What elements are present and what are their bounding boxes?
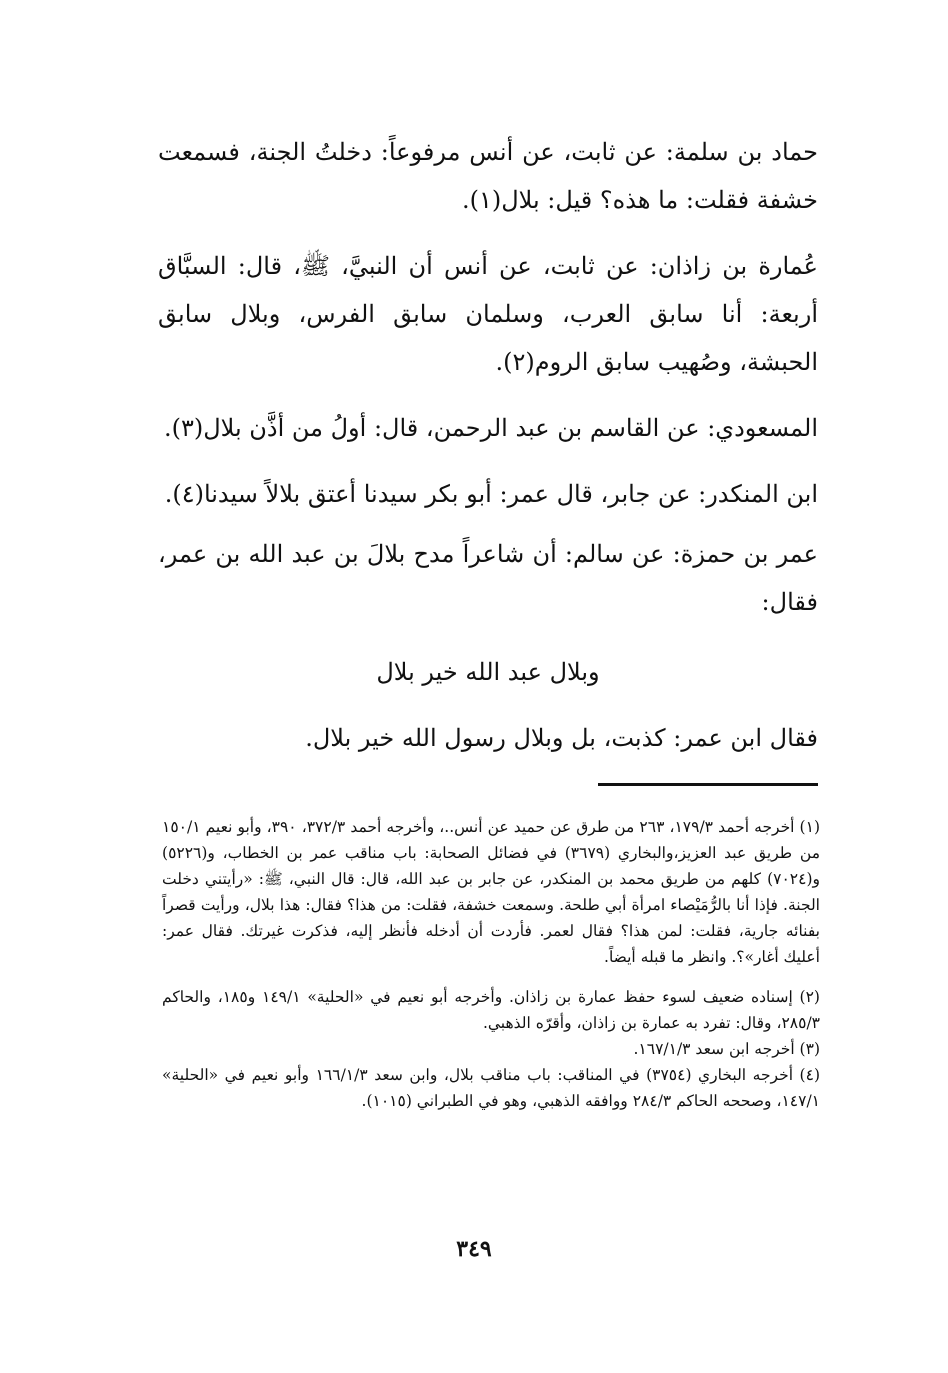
footnote-3: (٣) أخرجه ابن سعد ١٦٧/١/٣.	[633, 1040, 820, 1058]
paragraph-4: ابن المنكدر: عن جابر، قال عمر: أبو بكر سيدنا أعتق بلالاً سيدنا(٤).	[164, 480, 818, 508]
closing-paragraph: فقال ابن عمر: كذبت، بل وبلال رسول الله خير بلال.	[305, 724, 818, 752]
paragraph-3: المسعودي: عن القاسم بن عبد الرحمن، قال: أولُ من أذَّن بلال(٣).	[163, 414, 818, 442]
footnotes	[162, 814, 820, 1114]
footnote-4: (٤) أخرجه البخاري (٣٧٥٤) في المناقب: باب مناقب بلال، وابن سعد ١٦٦/١/٣ وأبو نعيم في «الحلية» ١٤٧/١، وصححه الحاكم ٢٨٤/٣ ووافقه الذهبي، وهو في الطبراني (١٠١٥).	[162, 1066, 820, 1110]
main-text	[158, 128, 818, 780]
footnote-2: (٢) إسناده ضعيف لسوء حفظ عمارة بن زاذان. وأخرجه أبو نعيم في «الحلية» ١٤٩/١ و١٨٥، والحاكم ٢٨٥/٣، وقال: تفرد به عمارة بن زاذان، وأقرّه الذهبي.	[162, 988, 820, 1032]
paragraph-5: عمر بن حمزة: عن سالم: أن شاعراً مدح بلالَ بن عبد الله بن عمر، فقال:	[158, 540, 818, 616]
footnote-1: (١) أخرجه أحمد ١٧٩/٣، ٢٦٣ من طرق عن حميد عن أنس..، وأخرجه أحمد ٣٧٢/٣، ٣٩٠، وأبو نعيم ١٥٠/١ من طريق عبد العزيز،والبخاري (٣٦٧٩) في فضائل الصحابة: باب مناقب عمر بن الخطاب، و(٥٢٢٦) و(٧٠٢٤) كلهم من طريق محمد بن المنكدر، عن جابر بن عبد الله، قال: قال النبي، ﷺ: «رأيتني دخلت الجنة. فإذا أنا بالرُّمَيْصاء امرأة أبي طلحة. وسمعت خشفة، فقلت: من هذا؟ فقال: هذا بلال، ورأيت قصراً بفنائه جارية، فقلت: لمن هذا؟ فقال لعمر. فأردت أن أدخله فأنظر إليه، فذكرت غيرتك. فقال عمر: أعليك أغار»؟. وانظر ما قبله أيضاً.	[162, 818, 820, 966]
paragraph-1: حماد بن سلمة: عن ثابت، عن أنس مرفوعاً: دخلتُ الجنة، فسمعت خشفة فقلت: ما هذه؟ قيل: بلال(١).	[158, 138, 818, 214]
poem-verse: وبلال عبد الله خير بلال	[376, 658, 600, 686]
page-number: ٣٤٩	[456, 1236, 492, 1262]
paragraph-2: عُمارة بن زاذان: عن ثابت، عن أنس أن النبيَّ، ﷺ، قال: السبَّاق أربعة: أنا سابق العرب، وسلمان سابق الفرس، وبلال سابق الحبشة، وصُهيب سابق الروم(٢).	[158, 252, 818, 376]
footnote-separator	[598, 783, 818, 786]
